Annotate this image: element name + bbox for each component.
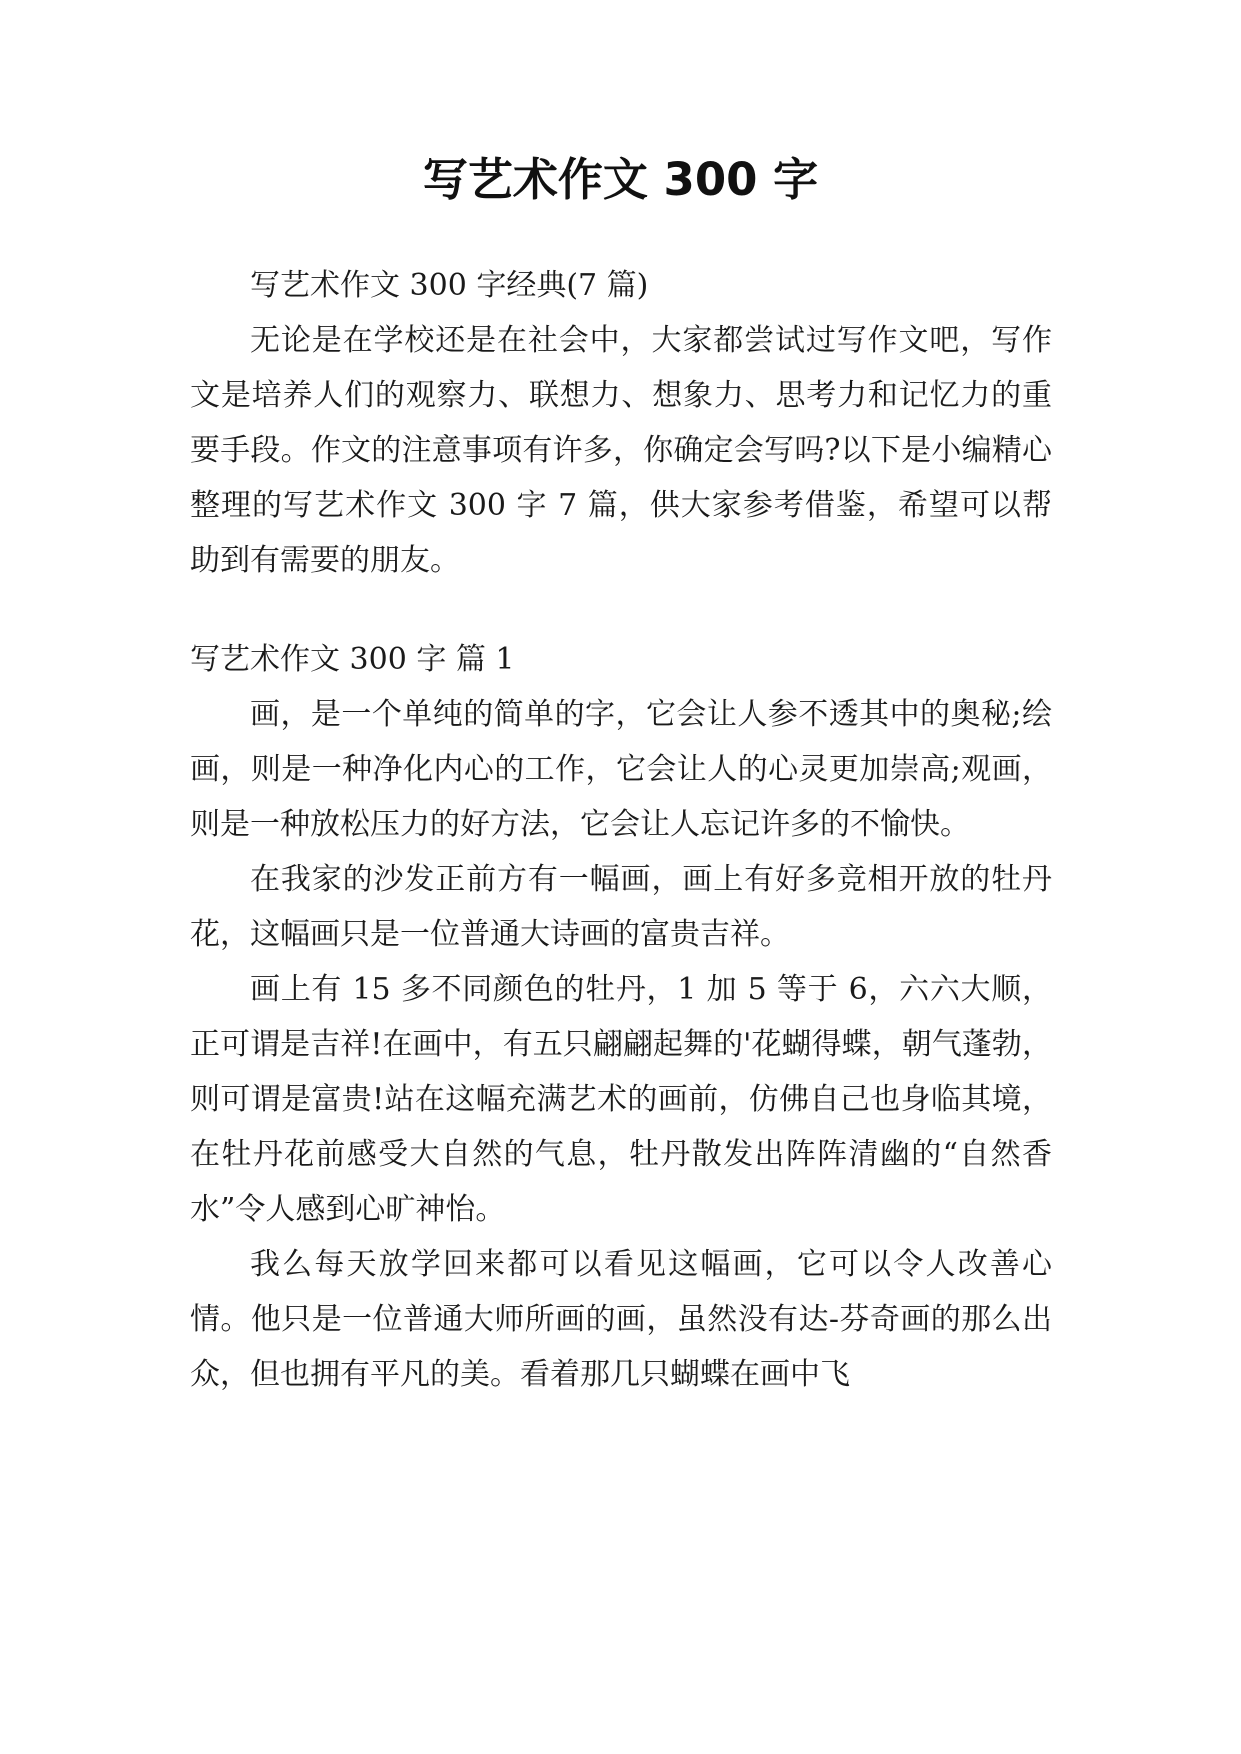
body-paragraph-1: 画，是一个单纯的简单的字，它会让人参不透其中的奥秘;绘画，则是一种净化内心的工作，它会让人的心灵更加崇高;观画，则是一种放松压力的好方法，它会让人忘记许多的不愉快。 — [190, 697, 1052, 842]
body-paragraph-4: 我么每天放学回来都可以看见这幅画，它可以令人改善心情。他只是一位普通大师所画的画，虽然没有达-芬奇画的那么出众，但也拥有平凡的美。看着那几只蝴蝶在画中飞 — [190, 1247, 1052, 1392]
document-subtitle: 写艺术作文 300 字经典(7 篇) — [250, 268, 649, 303]
body-paragraph-2: 在我家的沙发正前方有一幅画，画上有好多竞相开放的牡丹花，这幅画只是一位普通大诗画的富贵吉祥。 — [190, 862, 1052, 952]
intro-paragraph: 无论是在学校还是在社会中，大家都尝试过写作文吧，写作文是培养人们的观察力、联想力、想象力、思考力和记忆力的重要手段。作文的注意事项有许多，你确定会写吗?以下是小编精心整理的写艺术作文 300 字 7 篇，供大家参考借鉴，希望可以帮助到有需要的朋友。 — [190, 323, 1052, 578]
section-heading: 写艺术作文 300 字 篇 1 — [190, 642, 515, 677]
document-title: 写艺术作文 300 字 — [422, 153, 819, 206]
document-body — [190, 258, 1052, 1402]
body-paragraph-3: 画上有 15 多不同颜色的牡丹，1 加 5 等于 6，六六大顺，正可谓是吉祥!在画中，有五只翩翩起舞的'花蝴得蝶，朝气蓬勃，则可谓是富贵!站在这幅充满艺术的画前，仿佛自己也身临其境，在牡丹花前感受大自然的气息，牡丹散发出阵阵清幽的“自然香水”令人感到心旷神怡。 — [190, 972, 1052, 1227]
